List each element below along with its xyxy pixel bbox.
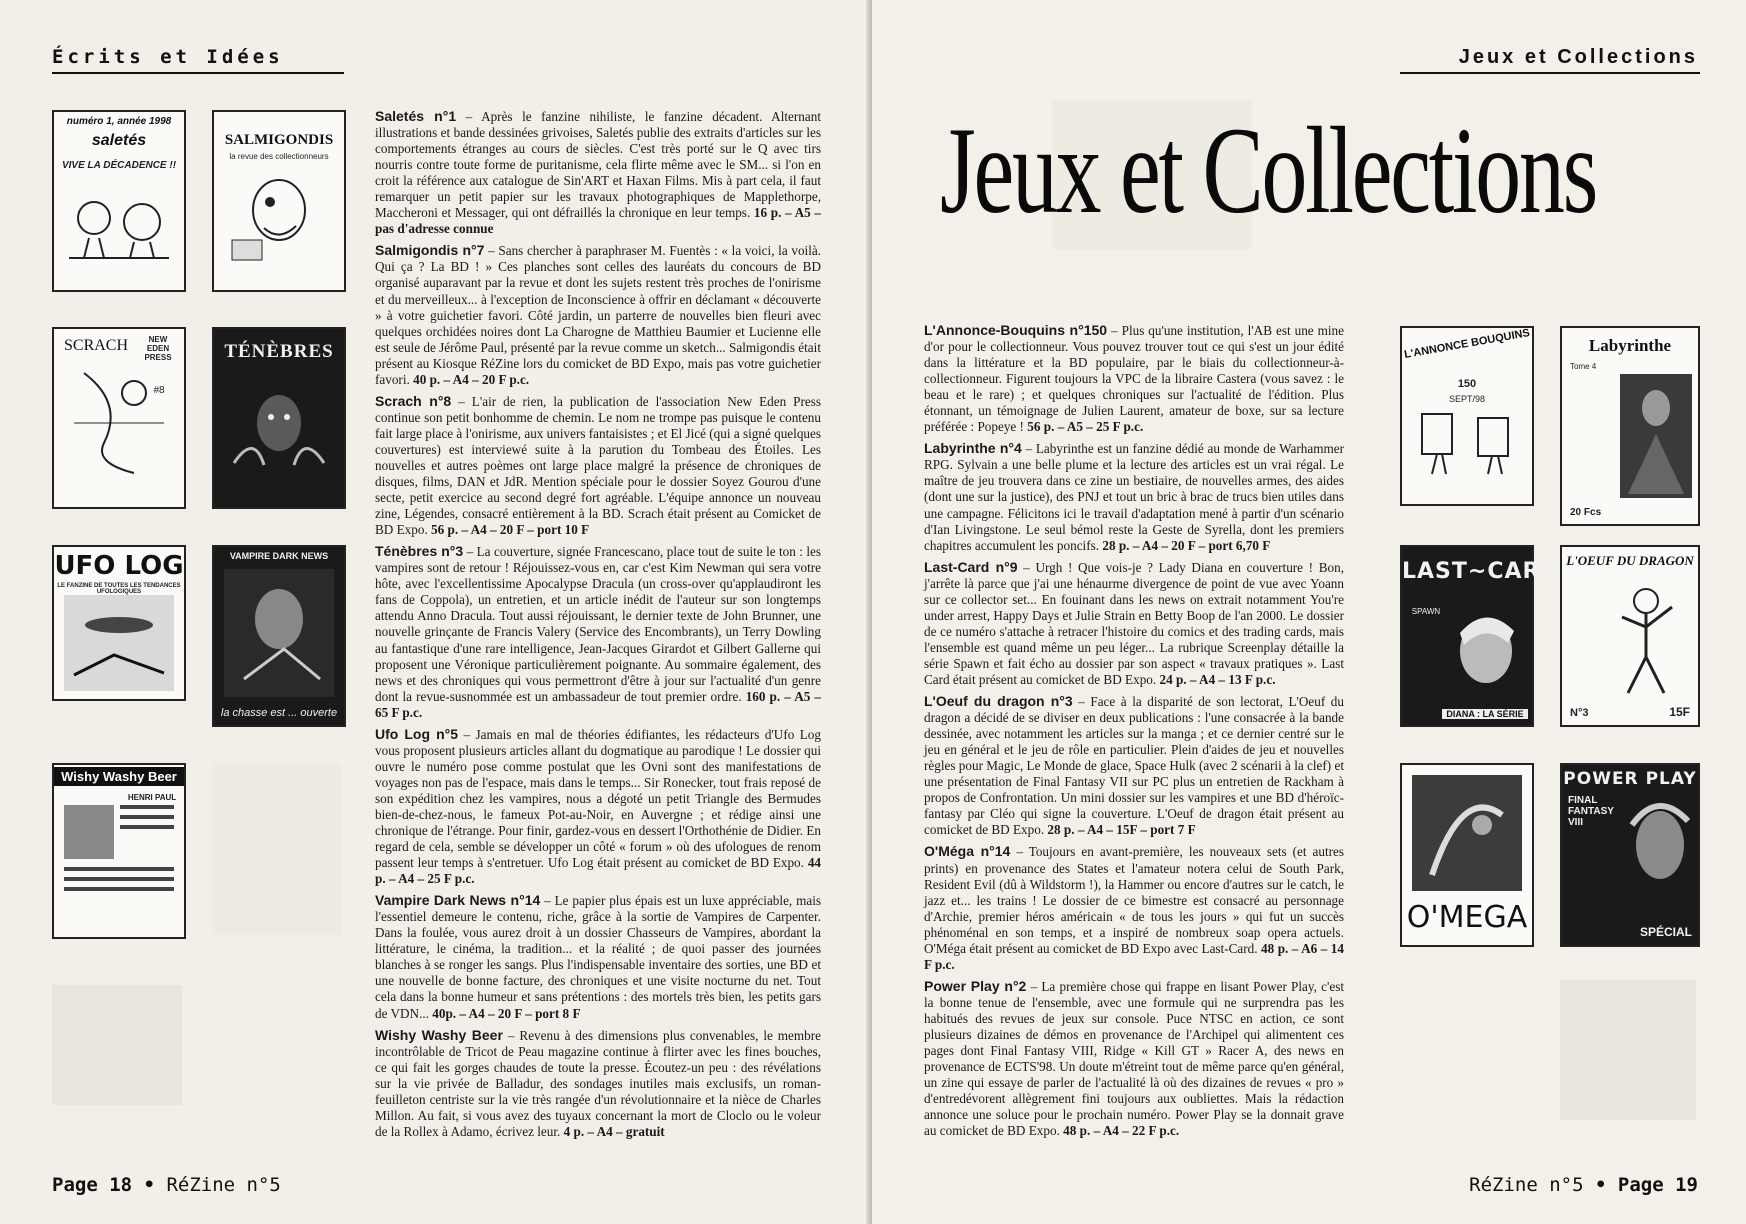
cover-caption: 15F <box>1669 705 1690 719</box>
faded-bleedthrough <box>1560 980 1696 1120</box>
right-text-column <box>924 322 1344 1144</box>
cover-salmigondis <box>212 110 346 292</box>
review-entry: Ténèbres n°3 – La couverture, signée Francescano, place tout de suite le ton : les vampires sont de retour ! Réjouissez-vous en, car c'est Kim Newman qui sera votre hôte, avec l'excellentissime Apocalypse Dracula (un cross-over qu'applaudiront les fans de Coppola), un entretien, et un article inédit de l'auteur sur son longtemps attendu Anno Dracula. Tout aussi réjouissant, le dernier texte de John Brunner, une nouvelle grinçante de Francis Valery (Service des Encombrants), un Terry Dowling au fantastique d'une rare intelligence, Jean-Jacques Girardot et Gilbert Gallerne qui proposent une Véronique particulièrement poignante. Au sommaire également, des news et des chroniques qui vous permettront d'être à jour sur l'actualité d'un genre dont la revue-susnommée est un ambassadeur de tout premier ordre. 160 p. – A5 – 65 F p.c. <box>375 543 822 720</box>
cover-title: SALMIGONDIS <box>224 132 334 148</box>
cover-caption: VIVE LA DÉCADENCE !! <box>61 160 177 171</box>
review-meta: 28 p. – A4 – 15F – port 7 F <box>1047 822 1196 838</box>
review-body: Toujours en avant-première, les nouveaux sets (et autres prints) en provenance des States et l'amateur notera celui de South Park, Resident Evil (dû à Wildstorm !), la Hammer ou encore d'autres sur le catch, le jazz et... les trains ! Le dossier de ce bimestre est consacré au personnage d'Archie, premier héros américain « de tous les jours » qui fut un succès phénoménal en son temps, et a inspiré de nombreux soap opera actuels. O'Méga était présent au comicket de BD Expo avec Last-Card. <box>924 844 1345 956</box>
review-entry: Saletés n°1 – Après le fanzine nihiliste, le fanzine décadent. Alternant illustrations et bande dessinées grivoises, Saletés publie des extraits d'articles sur les comportements étranges au cours de siècles. C'est très porté sur le Q avec tirs nourris contre toute forme de puritanisme, cela flirte même avec le SM... si l'on en croit la référence aux catalogue de Sin'ART et Haxan Films. Mis à part cela, il faut remarquer un petit papier sur les travaux photographiques de Mapplethorpe, Maccheroni et Messager, qui ont défraillés la chronique en leur temps. 16 p. – A5 – pas d'adresse connue <box>375 108 821 237</box>
left-running-head: Écrits et Idées <box>52 46 284 68</box>
review-heading: L'Annonce-Bouquins n°150 <box>924 322 1108 338</box>
review-heading: Labyrinthe n°4 <box>924 440 1022 457</box>
cover-illustration <box>1412 410 1522 478</box>
review-meta: 48 p. – A6 – 14 F p.c. <box>924 940 1344 972</box>
review-heading: Wishy Washy Beer <box>375 1026 503 1043</box>
section-title: Jeux et Collections <box>940 102 1597 239</box>
review-heading: Ténèbres n°3 <box>375 543 464 560</box>
cover-saletes <box>52 110 186 292</box>
review-meta: 40p. – A4 – 20 F – port 8 F <box>432 1005 581 1021</box>
cover-title: Wishy Washy Beer <box>54 767 184 786</box>
faded-bleedthrough <box>52 985 182 1105</box>
cover-caption: la chasse est ... ouverte <box>220 707 338 719</box>
cover-last-card <box>1400 545 1560 727</box>
cover-subtitle: la revue des collectionneurs <box>229 152 329 161</box>
review-entry: Wishy Washy Beer – Revenu à des dimensions plus convenables, le membre incontrôlable de Tricot de Peau magazine continue à flirter avec les fines bouches, ce qui fait les gorges chaudes de toute la presse. Écoutez-un peu : des révélations sur la vie privée de Balladur, des sondages inutiles mais exclusifs, un roman-feuilleton centriste sur la vie très rangée d'un révolutionnaire et la nièce de Charles Millon. Au fait, si vous avez des tuyaux concernant la mort de Cloclo ou le voleur de la Rollex à Adamo, écrivez leur. 4 p. – A4 – gratuit <box>375 1026 821 1139</box>
cover-illustration <box>224 170 334 264</box>
cover-subtitle: numéro 1, année 1998 <box>66 116 172 127</box>
review-meta: 28 p. – A4 – 20 F – port 6,70 F <box>1102 537 1271 553</box>
review-entry: Ufo Log n°5 – Jamais en mal de théories édifiantes, les rédacteurs d'Ufo Log vous proposent plusieurs articles allant du dogmatique au parodique ! Le dossier qui ouvre le numéro pose comme postulat que les Ovni sont des manifestations de voyages non pas de l'espace, mais dans le temps... Sir Ronecker, tout frais reposé de son expédition chez les vampires, nous a dégoté un petit Triangle des Bermudes bien-de-chez-nous, le fameux Pot-au-Noir, en Auvergne ; et rédige ainsi une chronique de l'étrange. Pour finir, gardez-vous en dessert l'Orthothénie de Didier. En regard de cela, semble se développer un côté « forum » où des ufologues de renom passent leur temps à s'entretuer. Ufo Log était présent au comicket de BD Expo. 44 p. – A4 – 25 F p.c. <box>375 725 821 887</box>
review-heading: Vampire Dark News n°14 <box>375 892 541 909</box>
cover-subtitle: Tome 4 <box>1570 362 1597 371</box>
review-body: La couverture, signée Francescano, place tout de suite le ton : les vampires sont de retour ! Réjouissez-vous en, car c'est Kim Newman qui sera votre hôte, avec l'excellentissime Apocalypse Dracula (un cross-over qu'applaudiront les fans de Coppola), un entretien, et un article inédit de l'auteur sur son longtemps attendu Anno Dracula. Tout aussi réjouissant, le dernier texte de John Brunner, une nouvelle grinçante de Francis Valery (Service des Encombrants), un Terry Dowling au fantastique d'une rare intelligence, Jean-Jacques Girardot et Gilbert Gallerne qui proposent une Véronique particulièrement poignante. Au sommaire également, des news et des chroniques qui vous permettront d'être à jour sur l'actualité d'un genre dont la revue-susnommée est un ambassadeur de tout premier ordre. <box>375 544 822 704</box>
review-heading: Salmigondis n°7 <box>375 242 485 259</box>
cover-title: L'ANNONCE BOUQUINS <box>1403 327 1531 361</box>
cover-subtitle: NEW EDEN PRESS <box>144 335 172 362</box>
cover-subtitle: N°3 <box>1570 707 1589 719</box>
right-header-rule <box>1400 72 1700 74</box>
review-body: L'air de rien, la publication de l'association New Eden Press continue son petit bonhomme de chemin. Le nom ne trompe pas puisque le contenu fait large place à l'onirisme, aux univers fantaisistes ; et El Jicé (qui a signé quelques couvertures) est interviewé suite à la parution du Tombeau des Étoiles. Les nouvelles et autres poèmes ont large place malgré la présence de chroniques de disques, films, DAN et JdR. Mention spéciale pour le dossier Soyez Gourou d'une secte, petit exercice au second degré fort agréable. L'équipe annonce un nouveau zine, Légendes, consacré entièrement à la BD. Scrach était présent au Comicket de BD Expo. <box>375 393 821 538</box>
review-heading: Scrach n°8 <box>375 392 452 409</box>
cover-illustration <box>1412 775 1522 891</box>
cover-power-play <box>1560 763 1700 947</box>
review-body: Sans chercher à paraphraser M. Fuentès : « la voici, la voilà. Qui ça ? La BD ! » Ces planches sont celles des lauréats du concours de BD organisé auparavant par la revue et dont les sujets restent très proches de l'onirisme et du merveilleux... à l'exception de Inconscience à offrir en déclamant « découverte » à votre guichetier favori. Côté jardin, un parterre de nouvelles bien fleuri avec quelques orchidées noires dont La Charogne de Matthieu Baumier et Lucienne elle est seule de Jérôme Paul, présenté par la revue comme un sketch... Salmigondis était présent au Kiosque RéZine lors du comicket de BD Expo, mais pas votre guichetier favori. <box>375 243 822 387</box>
right-running-head: Jeux et Collections <box>1458 46 1698 68</box>
cover-illustration <box>224 569 334 699</box>
footer-bullet: • <box>143 1174 155 1196</box>
review-body: Après le fanzine nihiliste, le fanzine décadent. Alternant illustrations et bande dessinées grivoises, Saletés publie des extraits d'articles sur les comportements étranges au cours de siècles. C'est très porté sur le Q avec tirs nourris contre toute forme de puritanisme, cela flirte même avec le SM... si l'on en croit la référence aux catalogue de Sin'ART et Haxan Films. Mis à part cela, il faut remarquer un petit papier sur les travaux photographiques de Mapplethorpe, Maccheroni et Messager, qui ont défraillés la chronique en leur temps. <box>375 109 821 221</box>
cover-caption: DIANA : LA SÉRIE <box>1442 709 1528 719</box>
cover-title: Labyrinthe <box>1588 336 1672 355</box>
review-body: Jamais en mal de théories édifiantes, les rédacteurs d'Ufo Log vous proposent plusieurs articles allant du dogmatique au parodique ! Le dossier qui ouvre le numéro pose comme postulat que les Ovni sont des manifestations de voyages non pas de l'espace, mais dans le temps... Sir Ronecker, tout frais reposé de son expédition chez les vampires, nous a dégoté un petit Triangle des Bermudes bien-de-chez-nous, le fameux Pot-au-Noir, en Auvergne ; et rédige ainsi une chronique de l'étrange. Pour finir, gardez-vous en dessert l'Orthothénie de Didier. En regard de cela, semble se développer un côté « forum » où des ufologues de renom passent leur temps à s'entretuer. Ufo Log était présent au comicket de BD Expo. <box>375 726 821 871</box>
review-body: Le papier plus épais est un luxe appréciable, mais l'essentiel demeure le contenu, riche, grâce à la sortie de Vampires de Carpenter. Dans la foulée, vous aurez droit à un dossier Chasseurs de Vampires, abordant la littérature, le cinéma, la tradition... et la réalité ; de quoi passer des journées blanches à se ronger les sangs. Plus l'indispensable inventaire des sorties, une BD et une nouvelle de bonne facture, des chroniques et une visite nocturne du net. Tout cela dans la bonne humeur et sans prétentions : des mortels très bien, les petits gars de VDN... <box>375 893 821 1021</box>
cover-title: VAMPIRE DARK NEWS <box>229 551 329 561</box>
cover-caption: HENRI PAUL <box>127 793 177 802</box>
page-number: Page 18 <box>52 1174 133 1196</box>
cover-caption: #8 <box>153 385 165 396</box>
review-body: Labyrinthe est un fanzine dédié au monde de Warhammer RPG. Sylvain a une belle plume et la lecture des articles est un vrai régal. Le maître de jeu trouvera dans ce zine un bestiaire, de nouvelles armes, des aides (dont une sur la justice), des PNJ et tout un bric à brac de trucs bien utiles dans une campagne. Félicitons ici le travail d'adaptation mené à partir d'un scénario d'Ian Livingstone. Le seul bémol reste la Geste de Syrella, dont les premiers chapitres accumulent les poncifs. <box>924 441 1344 553</box>
review-entry: Power Play n°2 – La première chose qui frappe en lisant Power Play, c'est la bonne tenue de l'ensemble, avec une formule qui ne surprendra pas les habitués des revues de jeux sur console. Puce NTSC en action, ce sont plusieurs dizaines de démos en provenance de l'Archipel qui alimentent ces pages dont Final Fantasy VIII, Ridge « Kill GT » Racer A, des news en provenance de ECTS'98. Un doute m'étreint tout de même parce qu'en général, un zine qui essaye de parler de l'actualité là où des dizaines de revues « pro » d'entredévorent allègrement fini toujours aux oubliettes. Mais la rédaction annonce une soluce pour le prochain numéro. Power Play se la donnait grave au comicket de BD Expo. 48 p. – A4 – 22 F p.c. <box>924 977 1345 1139</box>
cover-illustration <box>64 178 174 264</box>
cover-scrach <box>52 327 186 509</box>
review-entry: Last-Card n°9 – Urgh ! Que vois-je ? Lady Diana en couverture ! Bon, j'arrête là parce que j'ai une hénaurme divergence de point de vue avec Yoann sur ce collector set... En fouinant dans les news on extrait notamment You're under arrest, Happy Days et Julie Strain en Betty Boop de l'an 2000. Le dossier de ce numéro s'attache à retracer l'histoire du comics et des trading cards, mais l'ensemble est quand même un peu léger... La rubrique Screenplay détaille la série Spawn et fait écho au dossier par son aspect « travaux pratiques ». Last Card était présent au comicket de BD Expo. 24 p. – A4 – 13 F p.c. <box>924 558 1345 687</box>
cover-title: UFO LOG <box>54 551 184 581</box>
review-heading: Power Play n°2 <box>924 977 1027 994</box>
cover-subtitle: 150 <box>1457 378 1477 390</box>
review-meta: 56 p. – A4 – 20 F – port 10 F <box>431 522 590 538</box>
cover-title: LAST~CARD <box>1402 559 1560 584</box>
review-meta: 24 p. – A4 – 13 F p.c. <box>1159 671 1276 687</box>
review-meta: 16 p. – A5 – pas d'adresse connue <box>375 205 821 237</box>
review-heading: O'Méga n°14 <box>924 843 1011 860</box>
review-heading: L'Oeuf du dragon n°3 <box>924 693 1073 710</box>
cover-title: TÉNÈBRES <box>224 341 334 362</box>
cover-annonce-bouquins <box>1400 326 1534 506</box>
review-heading: Last-Card n°9 <box>924 558 1018 575</box>
review-entry: Labyrinthe n°4 – Labyrinthe est un fanzine dédié au monde de Warhammer RPG. Sylvain a une belle plume et la lecture des articles est un vrai régal. Le maître de jeu trouvera dans ce zine un bestiaire, de nouvelles armes, des aides (dont une sur la justice), des PNJ et tout un bric à brac de trucs bien utiles dans une campagne. Félicitons ici le travail d'adaptation mené à partir d'un scénario d'Ian Livingstone. Le seul bémol reste la Geste de Syrella, dont les premiers chapitres accumulent les poncifs. 28 p. – A4 – 20 F – port 6,70 F <box>924 440 1344 553</box>
magazine-issue: RéZine n°5 <box>1469 1174 1584 1196</box>
cover-vampire-dark-news <box>212 545 346 727</box>
cover-omega <box>1400 763 1534 947</box>
cover-caption: 20 Fcs <box>1570 507 1602 518</box>
review-meta: 160 p. – A5 – 65 F p.c. <box>375 688 821 720</box>
cover-illustration <box>64 363 174 481</box>
cover-wishy-washy-beer <box>52 763 186 939</box>
left-text-column <box>375 108 821 1145</box>
cover-subtitle: LE FANZINE DE TOUTES LES TENDANCES UFOLOGIQUES <box>57 583 181 595</box>
page-number: Page 19 <box>1617 1174 1698 1196</box>
cover-subtitle: FINAL FANTASY VIII <box>1568 795 1614 828</box>
review-body: Face à la disparité de son lectorat, L'Oeuf du dragon a décidé de se diviser en deux publications : l'une consacrée à la bande dessinée, avec notamment les articles sur la manga ; et ce dernier centré sur le jeu en général et le jeu de rôle en particulier. Plein d'aides de jeu et nouvelles règles pour Magic, Le Monde de glace, Space Hulk (avec 2 scénarii à la clef) et une présentation de Final Fantasy VII sur PC plus un entretien de Rackham à propos de Confrontation. Un mini dossier sur les vampires et une BD d'héroïc-fantasy par Cléo qui signe la couverture. L'Oeuf de dragon était présent au comicket de BD Expo. <box>924 694 1344 838</box>
review-body: La première chose qui frappe en lisant Power Play, c'est la bonne tenue de l'ensemble, avec une formule qui ne surprendra pas les habitués des revues de jeux sur console. Puce NTSC en action, ce sont plusieurs dizaines de démos en provenance de l'Archipel qui alimentent ces pages dont Final Fantasy VIII, Ridge « Kill GT » Racer A, des news en provenance de ECTS'98. Un doute m'étreint tout de même parce qu'en général, un zine qui essaye de parler de l'actualité là où des dizaines de revues « pro » d'entredévorent allègrement fini toujours aux oubliettes. Mais la rédaction annonce une soluce pour le prochain numéro. Power Play se la donnait grave au comicket de BD Expo. <box>924 978 1345 1139</box>
cover-title: SCRACH <box>64 337 129 354</box>
review-heading: Ufo Log n°5 <box>375 725 459 742</box>
review-entry: Vampire Dark News n°14 – Le papier plus épais est un luxe appréciable, mais l'essentiel demeure le contenu, riche, grâce à la sortie de Vampires de Carpenter. Dans la foulée, vous aurez droit à un dossier Chasseurs de Vampires, abordant la littérature, le cinéma, la tradition... et la réalité ; de quoi passer des journées blanches à se ronger les sangs. Plus l'indispensable inventaire des sorties, une BD et une nouvelle de bonne facture, des chroniques et une visite nocturne du net. Tout cela dans la bonne humeur et sans prétentions : des mortels très bien, les petits gars de VDN... 40p. – A4 – 20 F – port 8 F <box>375 892 821 1021</box>
right-footer <box>1469 1174 1698 1196</box>
cover-tenebres <box>212 327 346 509</box>
review-meta: 56 p. – A5 – 25 F p.c. <box>1027 419 1144 435</box>
cover-title: POWER PLAY <box>1563 769 1697 789</box>
cover-title: saletés <box>91 132 147 149</box>
cover-illustration <box>1446 603 1522 699</box>
review-entry: Salmigondis n°7 – Sans chercher à paraphraser M. Fuentès : « la voici, la voilà. Qui ça ? La BD ! » Ces planches sont celles des lauréats du concours de BD organisé auparavant par la revue et dont les sujets restent très proches de l'onirisme et du merveilleux... à l'exception de Inconscience à offrir en déclamant « découverte » à votre guichetier favori. Côté jardin, un parterre de nouvelles bien fleuri avec quelques orchidées noires dont La Charogne de Matthieu Baumier et Lucienne elle est seule de Jérôme Paul, présenté par la revue comme un sketch... Salmigondis était présent au Kiosque RéZine lors du comicket de BD Expo, mais pas votre guichetier favori. 40 p. – A4 – 20 F p.c. <box>375 242 822 387</box>
footer-bullet: • <box>1595 1174 1607 1196</box>
left-header-rule <box>52 72 344 74</box>
cover-subtitle: SPAWN <box>1411 607 1441 616</box>
cover-title: O'MEGA <box>1406 900 1528 935</box>
cover-caption: SPÉCIAL <box>1639 925 1692 939</box>
cover-illustration <box>64 595 174 693</box>
review-entry: L'Annonce-Bouquins n°150 – Plus qu'une institution, l'AB est une mine d'or pour le collectionneur. Vous pouvez trouver tout ce qui s'est un jour édité dans la littérature et la BD populaire, par le biais du collectionneur-à-collectionneur. Figurent toujours la VPC de la libraire Castera (vous savez : le beau et le rare) ; et quelques chroniques sur l'actualité de l'édition. Plus étonnant, un témoignage de Julien Laurent, amateur de boxe, sur sa lecture préférée : Popeye ! 56 p. – A5 – 25 F p.c. <box>924 322 1344 435</box>
cover-illustration <box>64 805 174 911</box>
review-meta: 48 p. – A4 – 22 F p.c. <box>1063 1123 1180 1139</box>
cover-illustration <box>224 373 334 481</box>
cover-caption: SEPT/98 <box>1448 394 1486 404</box>
review-entry: Scrach n°8 – L'air de rien, la publication de l'association New Eden Press continue son petit bonhomme de chemin. Le nom ne trompe pas puisque le contenu fait large place à l'onirisme, aux univers fantaisistes ; et El Jicé (qui a signé quelques couvertures) est interviewé suite à la parution du Tombeau des Étoiles. Les nouvelles et autres poèmes ont large place malgré la présence de chroniques de disques, films, DAN et JdR. Mention spéciale pour le dossier Soyez Gourou d'une secte, petit exercice au second degré fort agréable. L'équipe annonce un nouveau zine, Légendes, consacré entièrement à la BD. Scrach était présent au Comicket de BD Expo. 56 p. – A4 – 20 F – port 10 F <box>375 392 821 538</box>
review-meta: 44 p. – A4 – 25 F p.c. <box>375 855 821 887</box>
cover-labyrinthe <box>1560 326 1700 526</box>
cover-illustration <box>1620 374 1692 498</box>
cover-ufo-log <box>52 545 186 701</box>
review-meta: 40 p. – A4 – 20 F p.c. <box>413 371 530 387</box>
review-body: Urgh ! Que vois-je ? Lady Diana en couverture ! Bon, j'arrête là parce que j'ai une hénaurme divergence de point de vue avec Yoann sur ce collector set... En fouinant dans les news on extrait notamment You're under arrest, Happy Days et Julie Strain en Betty Boop de l'an 2000. Le dossier de ce numéro s'attache à retracer l'histoire du comics et des trading cards, mais l'ensemble est quand même un peu léger... La rubrique Screenplay détaille la série Spawn et fait écho au dossier par son aspect « travaux pratiques ». Last Card était présent au comicket de BD Expo. <box>924 559 1345 687</box>
cover-title: L'OEUF DU DRAGON <box>1566 553 1694 568</box>
review-entry: O'Méga n°14 – Toujours en avant-première, les nouveaux sets (et autres prints) en provenance des States et l'amateur notera celui de South Park, Resident Evil (dû à Wildstorm !), la Hammer ou encore d'autres sur le catch, le jazz et... les trains ! Le dossier de ce bimestre est consacré au personnage d'Archie, premier héros américain « de tous les jours » qui fut un succès phénoménal en son temps, et a inspiré de nombreux soap opera actuels. O'Méga était présent au comicket de BD Expo avec Last-Card. 48 p. – A6 – 14 F p.c. <box>924 843 1345 972</box>
review-heading: Saletés n°1 <box>375 108 457 124</box>
left-page <box>0 0 870 1224</box>
cover-illustration <box>1602 577 1688 699</box>
left-footer <box>52 1174 281 1196</box>
cover-illustration <box>1622 795 1694 921</box>
review-entry: L'Oeuf du dragon n°3 – Face à la disparité de son lectorat, L'Oeuf du dragon a décidé de se diviser en deux publications : l'une consacrée à la bande dessinée, avec notamment les articles sur la manga ; et ce dernier centré sur le jeu en général et le jeu de rôle en particulier. Plein d'aides de jeu et nouvelles règles pour Magic, Le Monde de glace, Space Hulk (avec 2 scénarii à la clef) et une présentation de Final Fantasy VII sur PC plus un entretien de Rackham à propos de Confrontation. Un mini dossier sur les vampires et une BD d'héroïc-fantasy par Cléo qui signe la couverture. L'Oeuf de dragon était présent au comicket de BD Expo. 28 p. – A4 – 15F – port 7 F <box>924 693 1344 838</box>
faded-bleedthrough <box>212 763 342 935</box>
review-meta: 4 p. – A4 – gratuit <box>563 1123 665 1139</box>
magazine-issue: RéZine n°5 <box>166 1174 281 1196</box>
review-body: Revenu à des dimensions plus convenables, le membre incontrôlable de Tricot de Peau magazine continue à flirter avec les fines bouches, ce qui fait les gorges chaudes de toute la presse. Écoutez-un peu : des révélations sur la vie privée de Balladur, des sondages inutiles mais exclusifs, un roman-feuilleton centriste sur la vie très rangée d'un révolutionnaire et la nièce de Charles Millon. Au fait, si vous avez des tuyaux concernant la mort de Cloclo ou le voleur de la Rollex à Adamo, écrivez leur. <box>375 1027 821 1139</box>
cover-oeuf-du-dragon <box>1560 545 1700 727</box>
review-body: Plus qu'une institution, l'AB est une mine d'or pour le collectionneur. Vous pouvez trouver tout ce qui s'est un jour édité dans la littérature et la BD populaire, par le biais du collectionneur-à-collectionneur. Figurent toujours la VPC de la libraire Castera (vous savez : le beau et le rare) ; et quelques chroniques sur l'actualité de l'édition. Plus étonnant, un témoignage de Julien Laurent, amateur de boxe, sur sa lecture préférée : Popeye ! <box>924 323 1344 435</box>
